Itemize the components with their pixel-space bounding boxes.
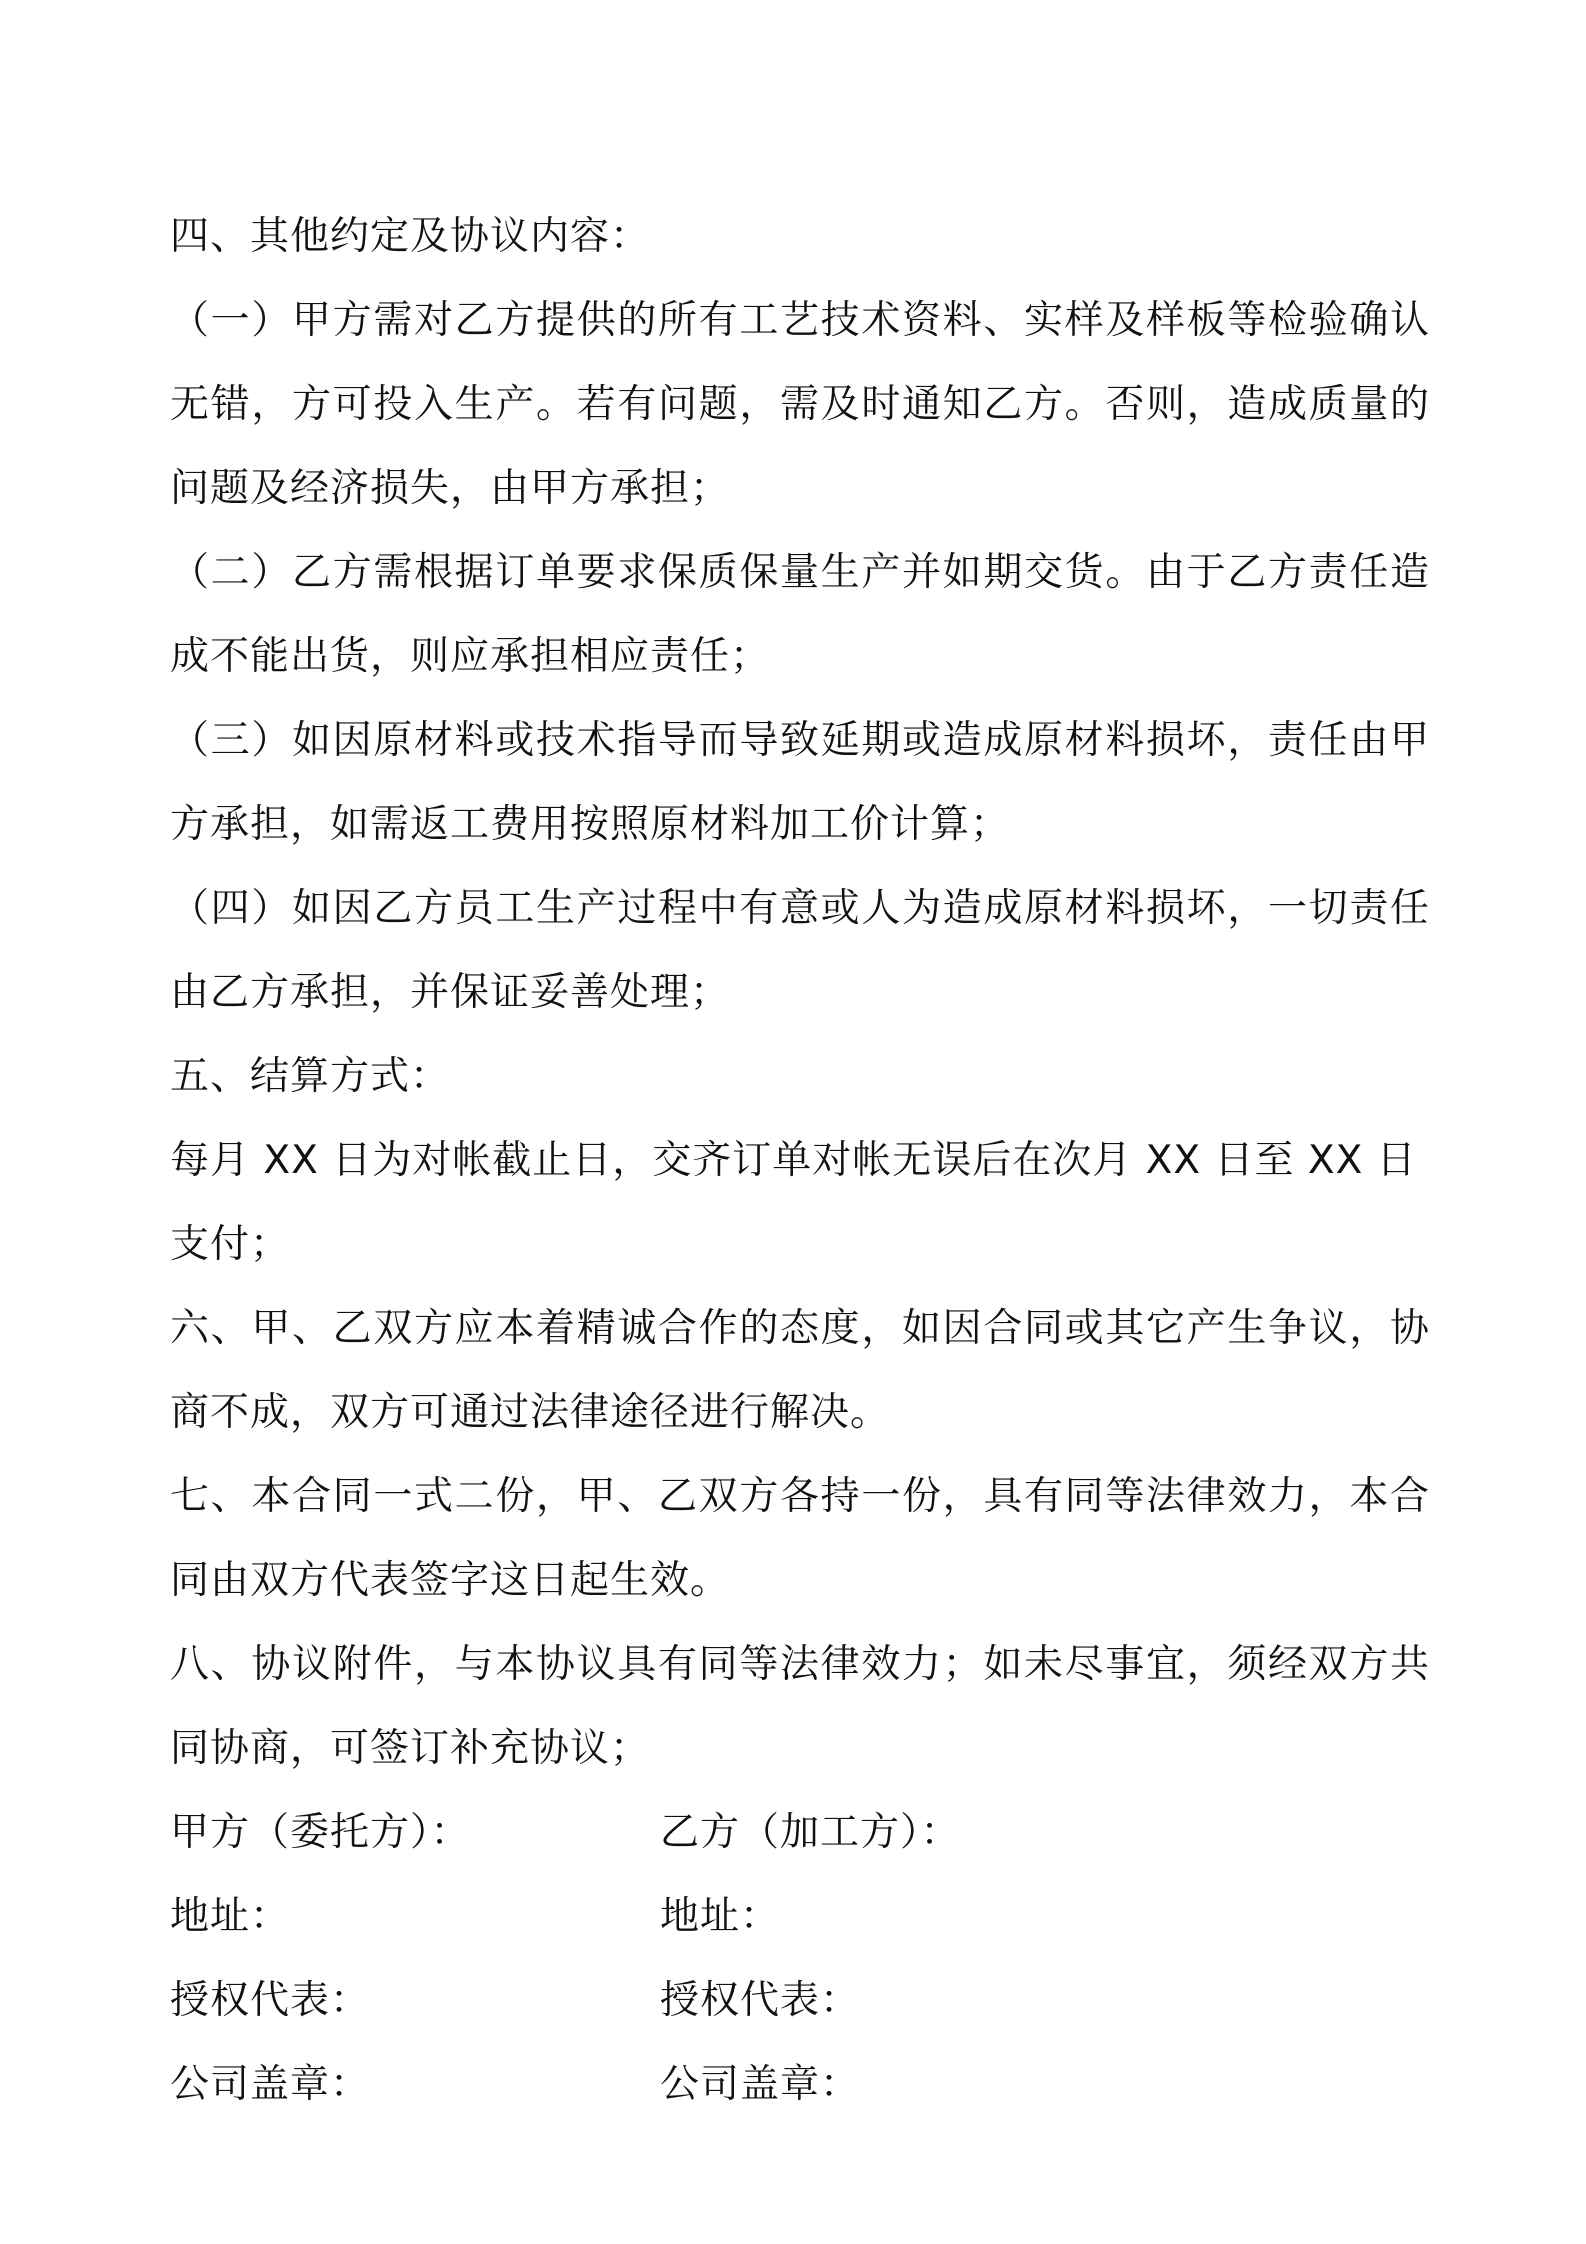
signature-block	[170, 1791, 1430, 2127]
section-6-text: 六、甲、乙双方应本着精诚合作的态度，如因合同或其它产生争议，协商不成，双方可通过法律途径进行解决。	[170, 1306, 1430, 1435]
party-a-representative: 授权代表：	[170, 1978, 371, 2023]
party-b-seal: 公司盖章：	[660, 2062, 861, 2107]
section-4-item-3: （三）如因原材料或技术指导而导致延期或造成原材料损坏，责任由甲方承担，如需返工费用按照原材料加工价计算；	[170, 718, 1430, 847]
signature-row-title	[170, 1791, 1430, 1875]
party-b-representative: 授权代表：	[660, 1978, 861, 2023]
party-b-address: 地址：	[660, 1894, 781, 1939]
contract-body	[170, 195, 1430, 2127]
party-a-title: 甲方（委托方）：	[170, 1810, 471, 1855]
party-a-address: 地址：	[170, 1894, 291, 1939]
section-5-heading: 五、结算方式：	[170, 1054, 451, 1099]
section-8-text: 八、协议附件，与本协议具有同等法律效力；如未尽事宜，须经双方共同协商，可签订补充协议；	[170, 1642, 1430, 1771]
party-b-title: 乙方（加工方）：	[660, 1810, 961, 1855]
section-4-item-2: （二）乙方需根据订单要求保质保量生产并如期交货。由于乙方责任造成不能出货，则应承担相应责任；	[170, 550, 1430, 679]
section-5-text: 每月 XX 日为对帐截止日，交齐订单对帐无误后在次月 XX 日至 XX 日支付；	[170, 1138, 1417, 1267]
section-4-item-1: （一）甲方需对乙方提供的所有工艺技术资料、实样及样板等检验确认无错，方可投入生产。若有问题，需及时通知乙方。否则，造成质量的问题及经济损失，由甲方承担；	[170, 298, 1430, 511]
section-4-heading: 四、其他约定及协议内容：	[170, 214, 651, 259]
signature-row-address	[170, 1875, 1430, 1959]
signature-row-representative	[170, 1959, 1430, 2043]
section-4-item-4: （四）如因乙方员工生产过程中有意或人为造成原材料损坏，一切责任由乙方承担，并保证妥善处理；	[170, 886, 1430, 1015]
section-7-text: 七、本合同一式二份，甲、乙双方各持一份，具有同等法律效力，本合同由双方代表签字这日起生效。	[170, 1474, 1430, 1603]
signature-row-seal	[170, 2043, 1430, 2127]
party-a-seal: 公司盖章：	[170, 2062, 371, 2107]
